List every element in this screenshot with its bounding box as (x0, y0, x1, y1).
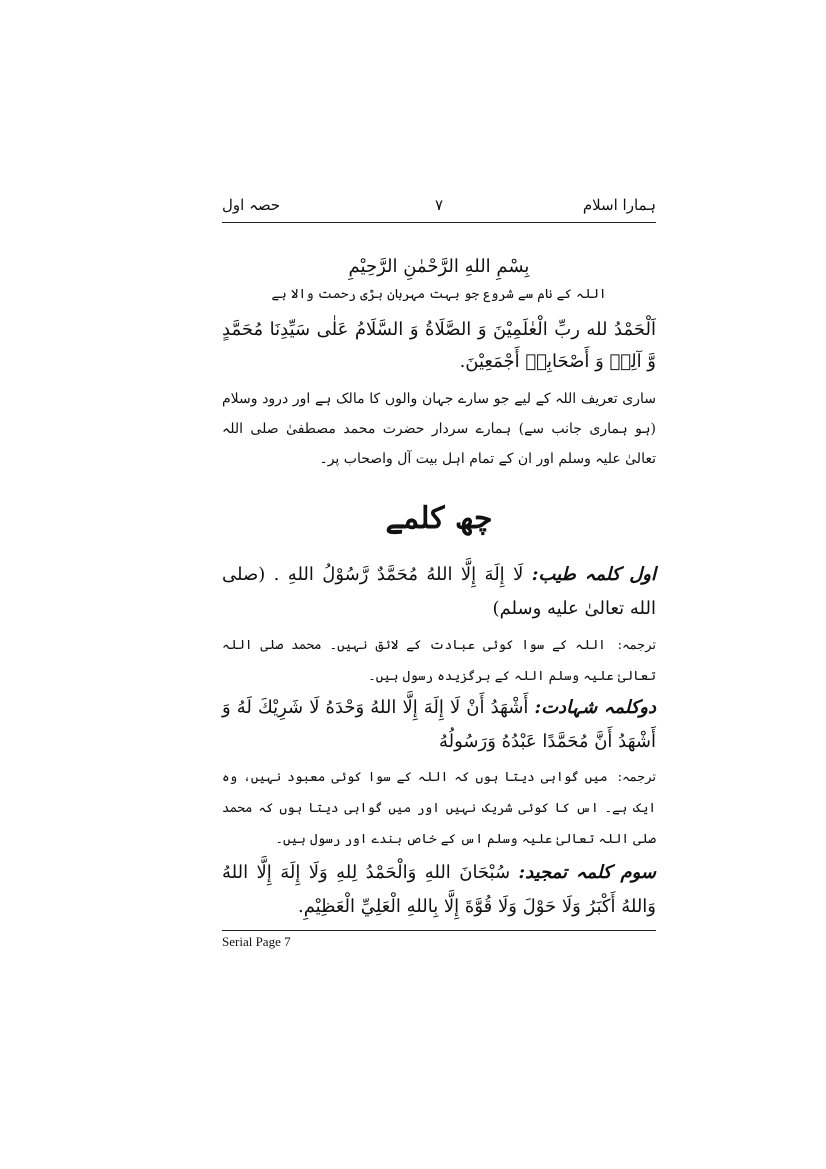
header-rule (222, 222, 656, 223)
kalima-2-arabic: أَشْهَدُ أَنْ لَا إِلَهَ إِلَّا اللهُ وَحْدَهُ لَا شَرِيْكَ لَهُ وَ أَشْهَدُ أَنَّ مُحَمَّدًا عَبْدُهُ وَرَسُولُهُ (222, 697, 656, 752)
kalima-1-translation (222, 630, 656, 692)
serial-page: Serial Page 7 (222, 934, 291, 949)
bismillah: بِسْمِ اللهِ الرَّحْمٰنِ الرَّحِيْمِ (348, 256, 530, 277)
kalima-3-label: سوم کلمہ تمجید: (518, 862, 656, 883)
kalima-1 (222, 558, 656, 626)
kalima-1-label: اول کلمہ طیب: (531, 564, 656, 585)
kalima-2 (222, 691, 656, 759)
hamd-arabic: اَلْحَمْدُ لله ربِّ الْعٰلَمِيْنَ وَ الصَّلَاةُ وَ السَّلَامُ عَلٰى سَيِّدِنَا مُحَمَّدٍ وَّ آلِهٖ وَ أَصْحَابِهٖ أَجْمَعِيْنَ. (222, 319, 656, 372)
kalima-2-translation-label: ترجمہ: (617, 770, 656, 785)
bismillah-translation: اللہ کے نام سے شروع جو بہت مہربان بڑی رحمت والا ہے (271, 287, 607, 302)
book-title: ہمارا اسلام (582, 196, 656, 214)
book-page (222, 196, 656, 956)
hamd-translation: ساری تعریف اللہ کے لیے جو سارے جہان والوں کا مالک ہے اور درود وسلام (ہو ہماری جانب سے) ہمارے سردار حضرت محمد مصطفیٰ صلی اللہ تعالیٰ علیہ وسلم اور ان کے تمام اہل بیت آل واصحاب پر۔ (222, 391, 656, 467)
kalima-1-translation-label: ترجمہ: (617, 638, 656, 653)
page-number: ۷ (434, 196, 444, 214)
section-title: چھ کلمے (385, 501, 493, 536)
kalima-2-label: دوکلمہ شہادت: (534, 697, 656, 718)
kalima-3 (222, 856, 656, 924)
kalima-3-arabic: سُبْحَانَ اللهِ وَالْحَمْدُ لِلهِ وَلَا إِلَهَ إِلَّا اللهُ وَاللهُ أَكْبَرُ وَلَا حَوْلَ وَلَا قُوَّةَ إِلَّا بِاللهِ الْعَلِيِّ الْعَظِيْمِ. (222, 862, 656, 917)
kalima-2-translation-text: میں گواہی دیتا ہوں کہ اللہ کے سوا کوئی معبود نہیں، وہ ایک ہے۔ اس کا کوئی شریک نہیں اور میں گواہی دیتا ہوں کہ محمد صلی اللہ تعالیٰ علیہ وسلم اس کے خاص بندے اور رسول ہیں۔ (222, 770, 656, 847)
part-label: حصہ اول (222, 196, 281, 214)
kalima-2-translation (222, 762, 656, 855)
kalima-1-arabic: لَا إِلَهَ إِلَّا اللهُ مُحَمَّدٌ رَّسُوْلُ اللهِ . (صلی الله تعالیٰ علیه وسلم) (222, 564, 656, 619)
running-header (222, 196, 656, 220)
kalima-1-translation-text: اللہ کے سوا کوئی عبادت کے لائق نہیں۔ محمد صلی اللہ تعالیٰ علیہ وسلم اللہ کے برگزیدہ رسول ہیں۔ (222, 638, 656, 684)
footer-rule (222, 930, 656, 931)
